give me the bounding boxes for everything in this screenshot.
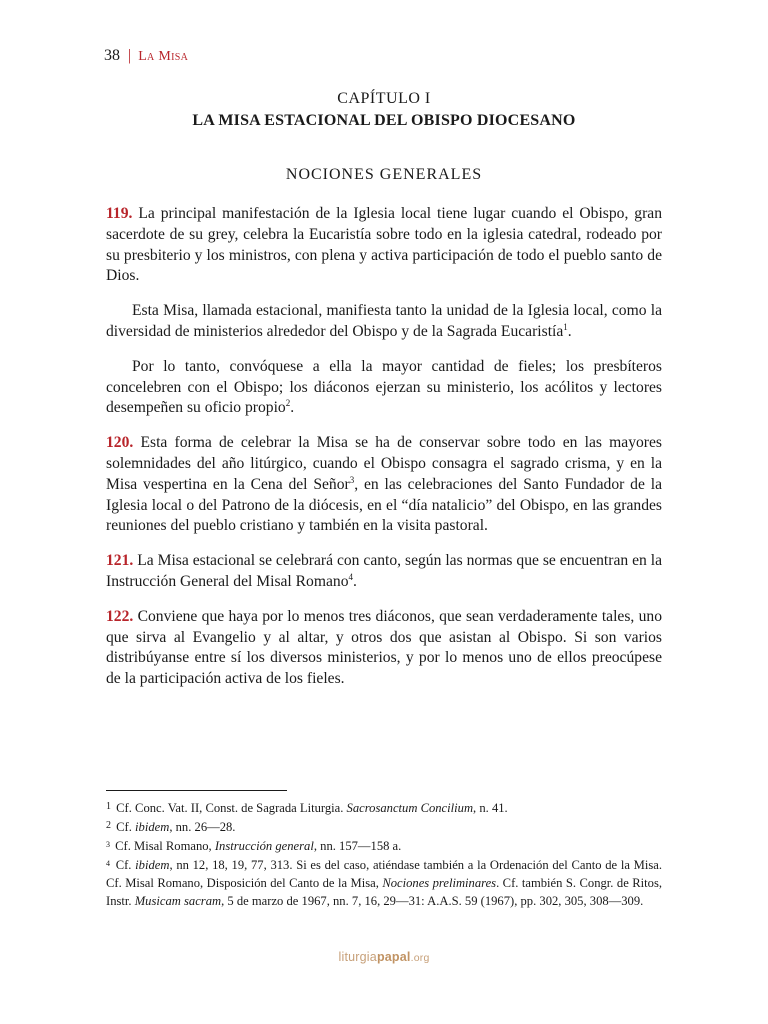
paragraph-121 — [106, 551, 662, 593]
footnote-italic: ibidem — [135, 820, 170, 834]
footnote-italic: Instrucción general — [214, 839, 314, 853]
footnote-text: , 5 de marzo de 1967, nn. 7, 16, 29—31: A.A.S. 59 (1967), pp. 302, 305, 308—309. — [221, 894, 644, 908]
footnote-marker: 1 — [106, 801, 111, 812]
chapter-label: CAPÍTULO I — [337, 90, 431, 107]
footnote-1 — [106, 798, 662, 817]
paragraph-text: , en las celebraciones del Santo Fundador de la Iglesia local o del Patrono de la diócesis, en el “día natalicio” del Obispo, en las grandes reuniones del pueblo cristiano y también en la visita pastoral. — [106, 475, 662, 535]
paragraph-119c — [106, 357, 662, 419]
paragraph-text: La principal manifestación de la Iglesia local tiene lugar cuando el Obispo, gran sacerdote de su grey, celebra la Eucaristía sobre todo en la iglesia catedral, rodeado por su presbiterio y los ministros, con plena y activa participación de todo el pueblo santo de Dios. — [106, 205, 662, 285]
footnote-italic: Sacrosanctum Concilium — [346, 801, 474, 815]
paragraph-number: 121. — [106, 552, 134, 570]
page-number: 38 — [104, 47, 120, 64]
footnote-ref-2[interactable]: 2 — [285, 398, 291, 409]
paragraph-119b — [106, 301, 662, 343]
paragraph-end: . — [290, 399, 295, 417]
footnote-4 — [106, 855, 662, 910]
paragraph-number: 122. — [106, 607, 134, 625]
paragraph-122 — [106, 607, 662, 690]
footnote-text: . Cf. también S. Congr. de Ritos, Instr. — [106, 876, 662, 908]
footnote-ref-1[interactable]: 1 — [563, 321, 568, 332]
footnote-text: , nn 12, 18, 19, 77, 313. Si es del caso, atiéndase también a la Ordenación del Canto de la Misa. Cf. Misal Romano, Disposición del Canto de la Misa, — [106, 858, 662, 890]
header-section: La Misa — [138, 49, 189, 64]
footnote-ref-3[interactable]: 3 — [349, 474, 355, 485]
footnotes — [106, 798, 662, 910]
paragraph-number: 119. — [106, 205, 133, 222]
footnote-text: Cf. — [113, 820, 136, 834]
paragraph-end: . — [353, 572, 357, 590]
footnote-divider — [106, 790, 287, 791]
footer-text-tld: .org — [410, 952, 430, 964]
footnote-italic: Musicam sacram — [134, 894, 222, 908]
running-head — [104, 46, 188, 67]
footer-text: liturgia — [338, 950, 377, 964]
footer-text-bold: papal — [376, 950, 411, 964]
footnote-text: , nn. 157—158 a. — [313, 839, 402, 853]
paragraph-end: . — [567, 322, 572, 340]
footnote-2 — [106, 817, 662, 836]
paragraph-text: Esta forma de celebrar la Misa se ha de conservar sobre todo en las mayores solemnidades del año litúrgico, cuando el Obispo consagra el sagrado crisma, y en la Misa vespertina en la Cena del Señor — [106, 434, 662, 493]
footnote-marker: 4 — [106, 859, 110, 868]
section-title: NOCIONES GENERALES — [285, 166, 483, 183]
footnote-text: , nn. 26—28. — [169, 820, 236, 834]
footnote-italic: Nociones preliminares — [382, 876, 497, 890]
site-watermark-link[interactable] — [0, 950, 768, 964]
paragraph-number: 120. — [106, 434, 134, 452]
footnote-text: , n. 41. — [473, 801, 508, 815]
paragraph-120 — [106, 433, 662, 537]
footnote-ref-4[interactable]: 4 — [348, 571, 354, 582]
paragraph-text: La Misa estacional se celebrará con canto, según las normas que se encuentran en la Instrucción General del Misal Romano — [106, 552, 662, 590]
footnote-italic: ibidem — [135, 858, 170, 872]
paragraph-text: Esta Misa, llamada estacional, manifiesta tanto la unidad de la Iglesia local, como la diversidad de ministerios alrededor del Obispo y de la Sagrada Eucaristía — [106, 302, 662, 340]
paragraph-119 — [106, 204, 662, 287]
footnote-text: Cf. — [112, 858, 136, 872]
footnote-text: Cf. Misal Romano, — [112, 839, 215, 853]
footnote-marker: 2 — [106, 820, 111, 831]
paragraph-text: Conviene que haya por lo menos tres diáconos, que sean verdaderamente tales, uno que sirva al Evangelio y al altar, y otros dos que asistan al Obispo. Si son varios distribúyanse entre sí los diversos ministerios, y por lo menos uno de ellos preocúpese de la participación activa de los fieles. — [106, 607, 662, 688]
body-text — [106, 204, 662, 704]
chapter-title: LA MISA ESTACIONAL DEL OBISPO DIOCESANO — [192, 112, 576, 129]
footnote-3 — [106, 836, 662, 855]
paragraph-text: Por lo tanto, convóquese a ella la mayor cantidad de fieles; los presbíteros concelebren con el Obispo; los diáconos ejerzan su ministerio, los acólitos y lectores desempeñen su oficio propio — [106, 357, 662, 417]
footnote-marker: 3 — [106, 840, 110, 849]
footnote-text: Cf. Conc. Vat. II, Const. de Sagrada Liturgia. — [113, 801, 347, 815]
header-separator: | — [128, 47, 132, 64]
